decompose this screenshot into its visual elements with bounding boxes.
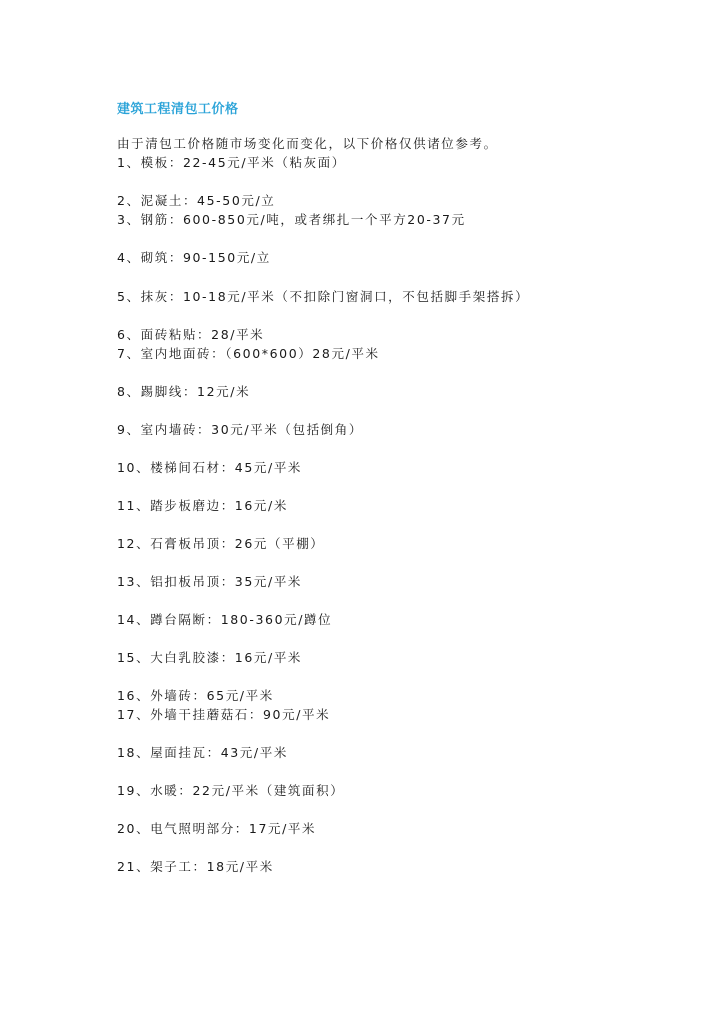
price-item: 17、外墙干挂蘑菇石：90元/平米 [117, 707, 331, 722]
price-item: 12、石膏板吊顶：26元（平棚） [117, 536, 325, 551]
price-item: 13、铝扣板吊顶：35元/平米 [117, 574, 303, 589]
price-item: 20、电气照明部分：17元/平米 [117, 821, 317, 836]
price-item: 3、钢筋：600-850元/吨，或者绑扎一个平方20-37元 [117, 212, 466, 227]
price-item: 14、蹲台隔断：180-360元/蹲位 [117, 612, 333, 627]
intro-text: 由于清包工价格随市场变化而变化，以下价格仅供诸位参考。 [117, 136, 498, 151]
price-item: 15、大白乳胶漆：16元/平米 [117, 650, 303, 665]
price-item: 4、砌筑：90-150元/立 [117, 250, 271, 265]
price-item: 19、水暖：22元/平米（建筑面积） [117, 783, 345, 798]
price-item: 16、外墙砖：65元/平米 [117, 688, 274, 703]
price-item: 9、室内墙砖：30元/平米（包括倒角） [117, 422, 363, 437]
price-item: 21、架子工：18元/平米 [117, 859, 274, 874]
price-item: 8、踢脚线：12元/米 [117, 384, 251, 399]
price-item: 1、模板：22-45元/平米（粘灰面） [117, 155, 346, 170]
price-item: 18、屋面挂瓦：43元/平米 [117, 745, 288, 760]
price-item: 2、泥凝土：45-50元/立 [117, 193, 276, 208]
price-item: 11、踏步板磨边：16元/米 [117, 498, 288, 513]
price-item: 5、抹灰：10-18元/平米（不扣除门窗洞口，不包括脚手架搭拆） [117, 289, 530, 304]
price-item: 7、室内地面砖：（600*600）28元/平米 [117, 346, 380, 361]
price-item: 10、楼梯间石材：45元/平米 [117, 460, 303, 475]
price-item: 6、面砖粘贴：28/平米 [117, 327, 265, 342]
document-title: 建筑工程清包工价格 [117, 102, 239, 117]
